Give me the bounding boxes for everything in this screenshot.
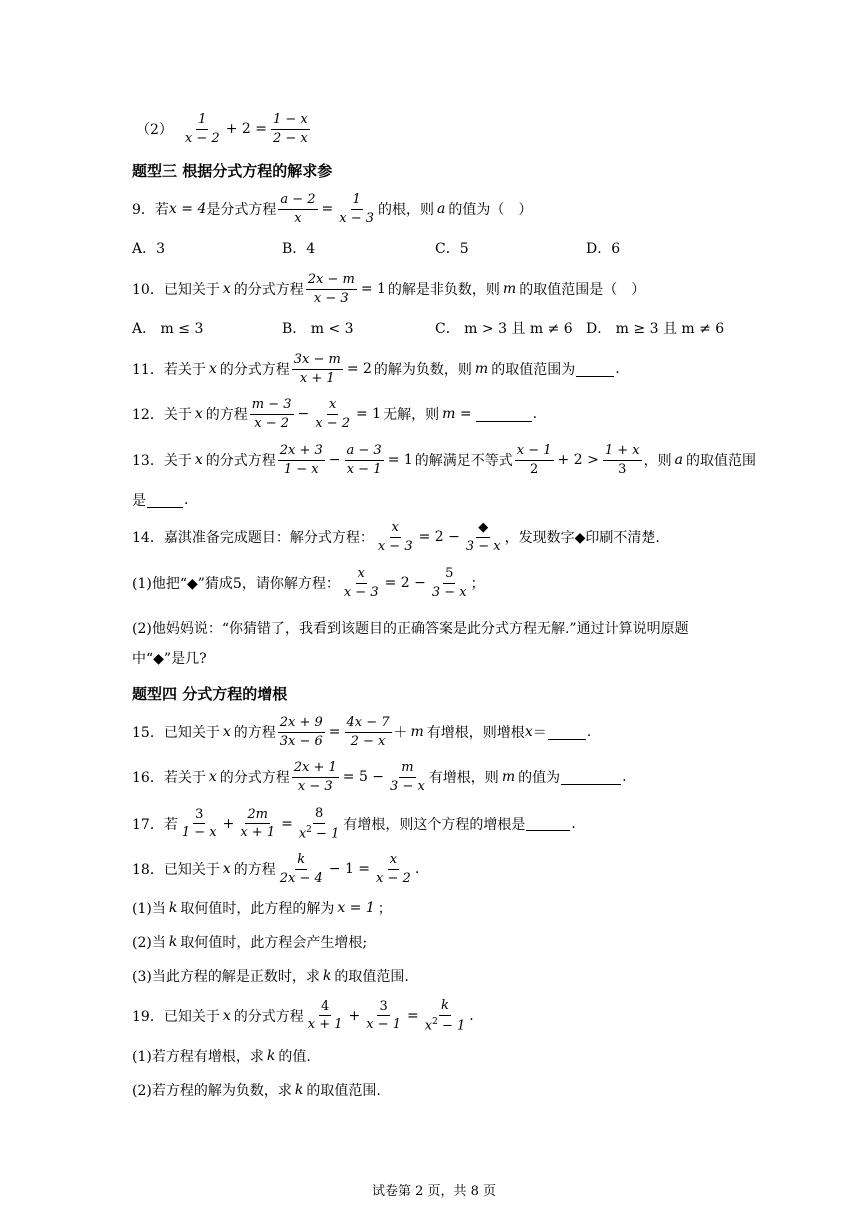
question-12: 12．关于 x 的方程 $\frac{m - 3}{x - 2}$ − $\frac{x}{x - 2}$ = 1 无解，则 m = . (132, 397, 538, 431)
question-19-part1: (1)若方程有增根，求 k 的值. (132, 1048, 311, 1065)
question-17: 17．若 $\frac{3}{1 - x}$ + $\frac{2m}{x + 1}$ = $\frac{8}{x^2 - 1}$ 有增根，则这个方程的增根是 . (132, 806, 576, 841)
question-10-options (132, 318, 724, 338)
question-14: 14．嘉淇准备完成题目：解分式方程： $\frac{x}{x - 3}$ = 2 − $\frac{◆}{3 - x}$ ，发现数字◆印刷不清楚. (132, 520, 660, 554)
fraction: $\frac{2x + 1}{x - 3}$ (293, 760, 337, 794)
fraction: $\frac{x}{x - 3}$ (377, 520, 413, 554)
question-9: 9．若 x = 4 是分式方程 $\frac{a - 2}{x}$ = $\frac{1}{x - 3}$ 的根，则 a 的值为（ ） (132, 192, 533, 226)
question-18-part3: (3)当此方程的解是正数时，求 k 的取值范围. (132, 968, 409, 985)
fraction: $\frac{8}{x^2 - 1}$ (298, 806, 340, 841)
answer-blank[interactable] (147, 493, 183, 508)
option-b[interactable]: B．4 (282, 241, 316, 257)
fraction: $\frac{◆}{3 - x}$ (465, 520, 501, 554)
fraction: $\frac{x - 1}{2}$ (516, 443, 552, 477)
fraction: $\frac{3x - m}{x + 1}$ (293, 352, 341, 386)
option-c[interactable]: C． m > 3 且 m ≠ 6 (435, 321, 573, 337)
fraction: $\frac{2x + 9}{3x - 6}$ (279, 715, 323, 749)
fraction: $\frac{2m}{x + 1}$ (240, 806, 276, 841)
fraction: $\frac{m}{3 - x}$ (390, 760, 425, 794)
option-b[interactable]: B． m < 3 (282, 321, 354, 337)
answer-blank[interactable] (526, 816, 570, 831)
fraction: $\frac{2x - m}{x - 3}$ (307, 272, 355, 306)
fraction: $\frac{5}{3 - x}$ (431, 566, 467, 600)
option-a[interactable]: A．3 (132, 241, 166, 257)
fraction: $\frac{a - 2}{x}$ (280, 192, 316, 226)
page-footer: 试卷第 2 页，共 8 页 (371, 1184, 497, 1199)
question-19-part2: (2)若方程的解为负数，求 k 的取值范围. (132, 1082, 381, 1099)
question-10: 10．已知关于 x 的分式方程 $\frac{2x - m}{x - 3}$ = 1 的解是非负数，则 m 的取值范围是（ ） (132, 272, 646, 306)
question-13: 13．关于 x 的分式方程 $\frac{2x + 3}{1 - x}$ − $\frac{a - 3}{x - 1}$ = 1 的解满足不等式 $\frac{x - 1}{2}$ + 2 > $\frac{1 + x}{3}$ ，则 a 的取值范围 (132, 443, 756, 477)
fraction: $\frac{1}{x - 3}$ (339, 192, 375, 226)
fraction: $\frac{1 - x}{2 - x}$ (272, 112, 308, 146)
question-19: 19．已知关于 x 的分式方程 $\frac{4}{x + 1}$ + $\frac{3}{x - 1}$ = $\frac{k}{x^2 - 1}$ . (132, 998, 474, 1033)
fraction: $\frac{3}{1 - x}$ (181, 806, 217, 841)
answer-blank[interactable] (576, 362, 614, 377)
fraction: $\frac{x}{x - 2}$ (376, 852, 411, 886)
fraction: $\frac{k}{2x - 4}$ (279, 852, 323, 886)
fraction: $\frac{2x + 3}{1 - x}$ (279, 443, 323, 477)
fraction: $\frac{x}{x - 2}$ (315, 397, 350, 431)
question-18: 18．已知关于 x 的方程 $\frac{k}{2x - 4}$ − 1 = $\frac{x}{x - 2}$ . (132, 852, 420, 886)
fraction: $\frac{k}{x^2 - 1}$ (424, 998, 466, 1033)
answer-blank[interactable] (476, 407, 532, 422)
question-14-part2: (2)他妈妈说：“你猜错了，我看到该题目的正确答案是此分式方程无解.”通过计算说明原题 (132, 621, 689, 637)
answer-blank[interactable] (548, 725, 586, 740)
fraction: $\frac{1 + x}{3}$ (604, 443, 640, 477)
question-11: 11．若关于 x 的分式方程 $\frac{3x - m}{x + 1}$ = 2 的解为负数，则 m 的取值范围为 . (132, 352, 620, 386)
question-14-part1: (1)他把“◆”猜成5，请你解方程： $\frac{x}{x - 3}$ = 2 − $\frac{5}{3 - x}$ ； (132, 566, 485, 600)
fraction: $\frac{1}{x - 2}$ (184, 112, 220, 146)
section-heading-4: 题型四 分式方程的增根 (132, 685, 288, 703)
option-c[interactable]: C．5 (435, 241, 469, 257)
answer-blank[interactable] (561, 770, 621, 785)
option-d[interactable]: D．6 (586, 241, 621, 257)
fraction: $\frac{4}{x + 1}$ (307, 998, 343, 1033)
question-9-options (132, 238, 620, 258)
option-a[interactable]: A． m ≤ 3 (132, 321, 204, 337)
question-13-line2: 是 . (132, 492, 189, 509)
fraction: $\frac{a - 3}{x - 1}$ (346, 443, 382, 477)
question-18-part2: (2)当 k 取何值时，此方程会产生增根; (132, 934, 368, 951)
q8-part2: （2） $\frac{1}{x - 2}$ + 2 = $\frac{1 - x}{2 - x}$ (136, 112, 308, 146)
question-16: 16．若关于 x 的分式方程 $\frac{2x + 1}{x - 3}$ = 5 − $\frac{m}{3 - x}$ 有增根，则 m 的值为 . (132, 760, 627, 794)
fraction: $\frac{x}{x - 3}$ (343, 566, 379, 600)
question-14-part2-line2: 中“◆”是几? (132, 651, 207, 667)
fraction: $\frac{4x - 7}{2 - x}$ (346, 715, 390, 749)
section-heading-3: 题型三 根据分式方程的解求参 (132, 162, 333, 180)
option-d[interactable]: D． m ≥ 3 且 m ≠ 6 (586, 321, 725, 337)
fraction: $\frac{m - 3}{x - 2}$ (251, 397, 292, 431)
question-15: 15．已知关于 x 的方程 $\frac{2x + 9}{3x - 6}$ = $\frac{4x - 7}{2 - x}$ ＋ m 有增根，则增根 x ＝ . (132, 715, 592, 749)
question-18-part1: (1)当 k 取何值时，此方程的解为 x = 1 ； (132, 900, 392, 917)
fraction: $\frac{3}{x - 1}$ (366, 998, 401, 1033)
